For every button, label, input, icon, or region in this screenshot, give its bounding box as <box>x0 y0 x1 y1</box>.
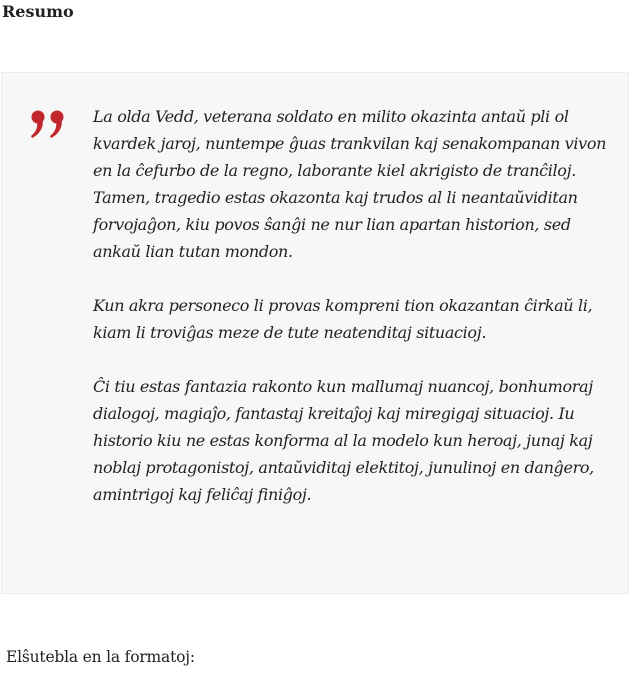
summary-paragraph: Ĉi tiu estas fantazia rakonto kun mallumaj nuancoj, bonhumoraj dialogoj, magiaĵo, fantastaj kreitaĵoj kaj miregigaj situacioj. Iu historio kiu ne estas konforma al la modelo kun heroaj, junaj kaj noblaj protagonistoj, antaŭviditaj elektitoj, junulinoj en danĝero, amintrigoj kaj feliĉaj finiĝoj. <box>93 377 594 504</box>
summary-paragraph: Kun akra personeco li provas kompreni tion okazantan ĉirkaŭ li, kiam li troviĝas meze de tute neatenditaj situacioj. <box>93 296 593 342</box>
download-formats-label: Elŝutebla en la formatoj: <box>6 648 195 666</box>
section-heading: Resumo <box>2 2 74 21</box>
quote-mark-icon <box>29 109 69 143</box>
summary-text <box>93 103 613 535</box>
summary-paragraph: La olda Vedd, veterana soldato en milito okazinta antaŭ pli ol kvardek jaroj, nuntempe ĝuas trankvilan kaj senakompanan vivon en la ĉefurbo de la regno, laborante kiel akrigisto de tranĉiloj. Tamen, tragedio estas okazonta kaj trudos al li neantaŭviditan forvojaĝon, kiu povos ŝanĝi ne nur lian apartan historion, sed ankaŭ lian tutan mondon. <box>93 107 607 261</box>
summary-blockquote <box>1 72 629 594</box>
